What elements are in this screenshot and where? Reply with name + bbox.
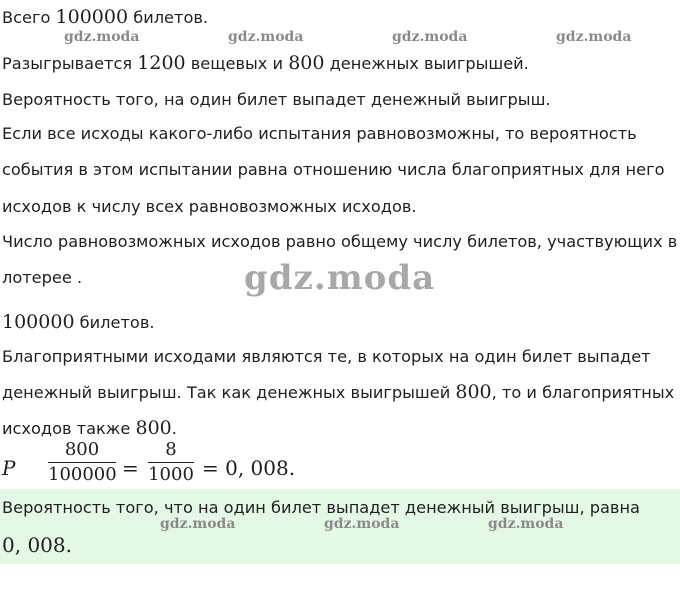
- fraction-denominator: 100000: [48, 464, 117, 485]
- fraction-bar: [148, 462, 194, 463]
- fraction-numerator: 8: [165, 439, 177, 460]
- watermark-text: gdz.moda: [324, 516, 400, 532]
- formula-equals: =: [122, 456, 139, 480]
- watermark-logo: gdz.moda: [244, 258, 436, 298]
- text-line-6: исходов к числу всех равновозможных исходов.: [2, 197, 417, 216]
- text-fragment: билетов.: [74, 313, 155, 332]
- fraction-bar: [48, 462, 116, 463]
- text-line-12: [2, 418, 177, 439]
- text-line-11: [2, 382, 674, 403]
- text-fragment: исходов также: [2, 419, 136, 438]
- text-fragment: Разыгрывается: [2, 54, 138, 73]
- text-line-10: Благоприятными исходами являются те, в которых на один билет выпадет: [2, 347, 651, 366]
- watermark-text: gdz.moda: [64, 29, 140, 45]
- watermark-text: gdz.moda: [488, 516, 564, 532]
- number: 800: [135, 417, 172, 439]
- text-line-7: Число равновозможных исходов равно общему числу билетов, участвующих в: [2, 232, 678, 251]
- fraction-denominator: 1000: [148, 464, 194, 485]
- fraction-numerator: 800: [64, 439, 100, 460]
- text-line-2: [2, 53, 529, 74]
- text-line-4: Если все исходы какого-либо испытания равновозможны, то вероятность: [2, 124, 637, 143]
- text-line-1: [2, 7, 208, 28]
- text-fragment: вещевых и: [185, 54, 289, 73]
- answer-value: 0, 008.: [2, 533, 72, 557]
- watermark-text: gdz.moda: [392, 29, 468, 45]
- text-line-9: [2, 312, 155, 333]
- text-fragment: .: [171, 419, 177, 438]
- watermark-text: gdz.moda: [160, 516, 236, 532]
- number: 800: [288, 52, 325, 74]
- text-line-8: лотерее .: [2, 268, 83, 287]
- number: 800: [455, 381, 492, 403]
- text-fragment: билетов.: [128, 8, 209, 27]
- text-fragment: Всего: [2, 8, 56, 27]
- number: 100000: [2, 311, 75, 333]
- watermark-text: gdz.moda: [556, 29, 632, 45]
- number: 1200: [137, 52, 186, 74]
- text-line-5: события в этом испытании равна отношению числа благоприятных для него: [2, 160, 665, 179]
- text-fragment: , то и благоприятных: [491, 383, 675, 402]
- formula-lhs: P: [2, 456, 16, 480]
- text-fragment: денежный выигрыш. Так как денежных выигрышей: [2, 383, 456, 402]
- fraction-1: [48, 440, 116, 485]
- answer-box: [0, 489, 680, 564]
- watermark-text: gdz.moda: [228, 29, 304, 45]
- text-fragment: денежных выигрышей.: [324, 54, 529, 73]
- answer-text: Вероятность того, что на один билет выпадет денежный выигрыш, равна: [2, 498, 640, 517]
- text-line-3: Вероятность того, на один билет выпадет денежный выигрыш.: [2, 90, 551, 109]
- formula-result: = 0, 008.: [202, 456, 296, 480]
- fraction-2: [148, 440, 194, 485]
- number: 100000: [55, 6, 129, 28]
